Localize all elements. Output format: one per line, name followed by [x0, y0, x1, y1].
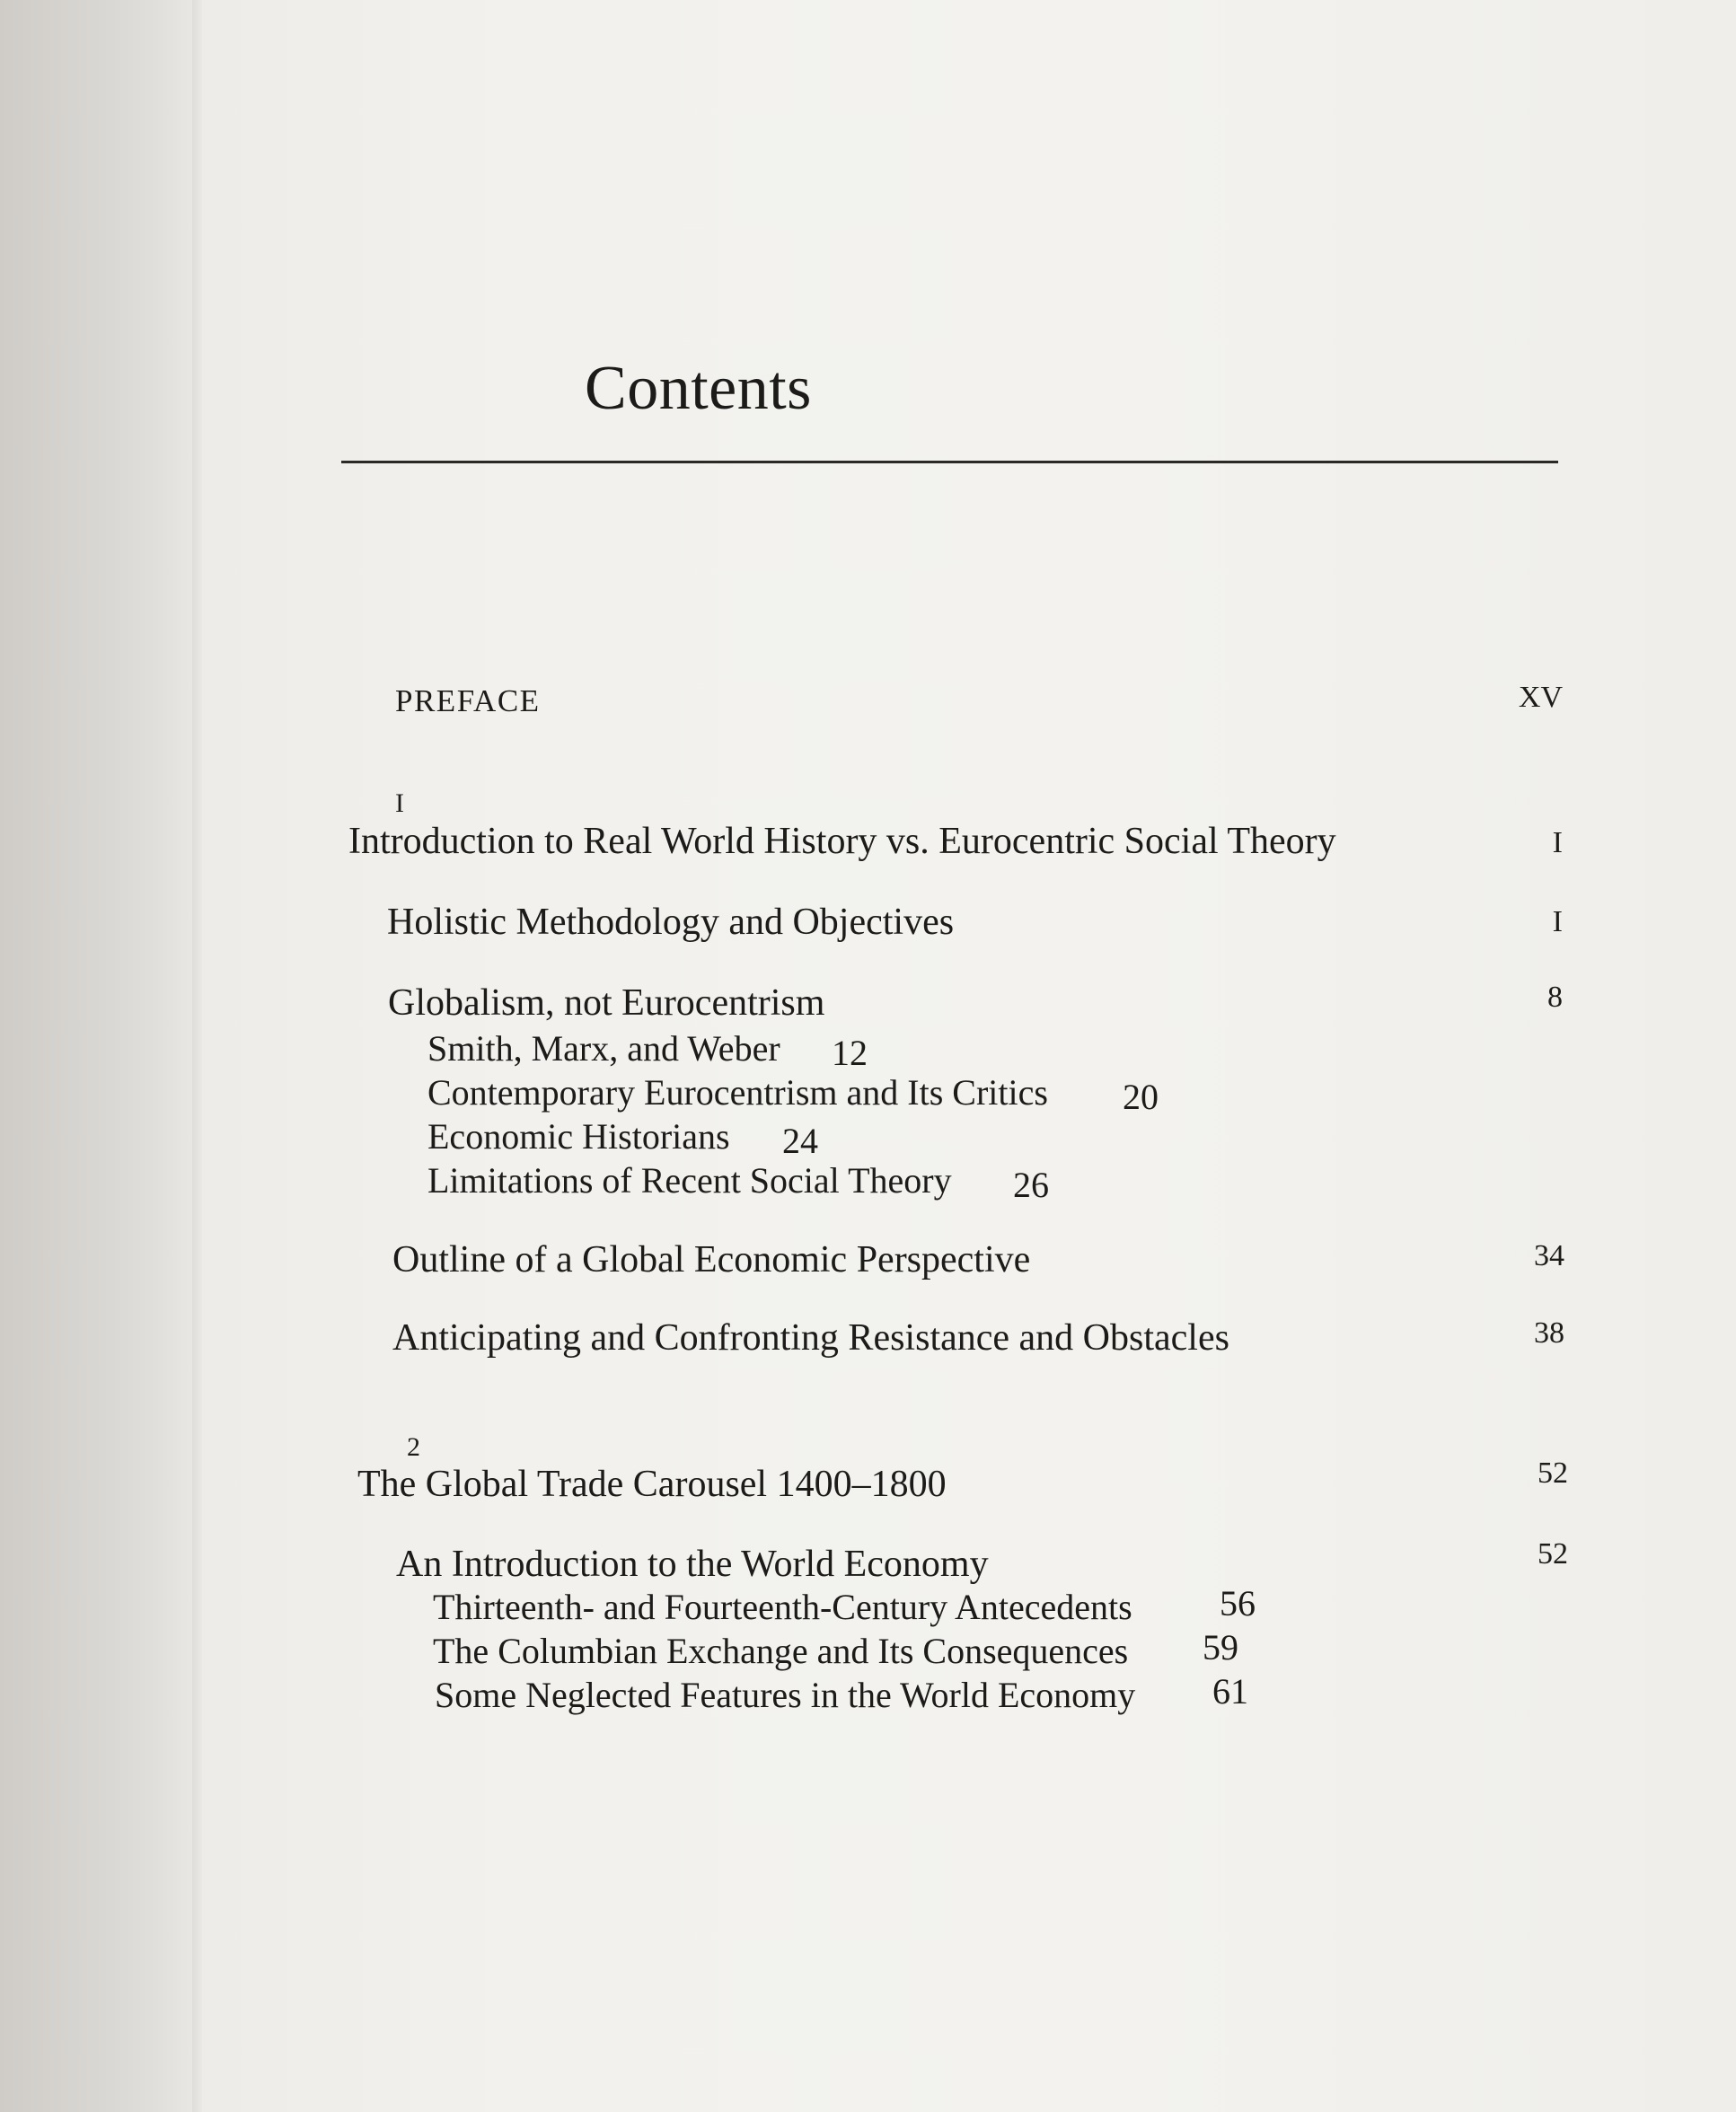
- section-title: Holistic Methodology and Objectives: [387, 902, 955, 943]
- section-page: 52: [1538, 1537, 1568, 1571]
- subsection-page: 12: [832, 1033, 868, 1073]
- chapter-title: Introduction to Real World History vs. Eurocentric Social Theory: [348, 821, 1336, 862]
- chapter-number: 2: [407, 1432, 420, 1462]
- subsection-page: 61: [1212, 1671, 1248, 1712]
- chapter-page: 52: [1538, 1456, 1568, 1490]
- chapter-page: I: [1552, 826, 1563, 859]
- subsection-page: 56: [1220, 1583, 1256, 1624]
- preface-page: XV: [1518, 681, 1563, 714]
- section-title: An Introduction to the World Economy: [396, 1544, 989, 1585]
- section-page: I: [1552, 905, 1563, 938]
- section-title: Anticipating and Confronting Resistance and Obstacles: [392, 1317, 1229, 1359]
- section-title: Outline of a Global Economic Perspective: [392, 1239, 1031, 1280]
- chapter-number: I: [395, 788, 404, 818]
- contents-heading: Contents: [585, 354, 812, 423]
- subsection-page: 59: [1203, 1627, 1238, 1668]
- subsection-title: Contemporary Eurocentrism and Its Critics: [427, 1072, 1048, 1113]
- subsection-page: 24: [782, 1121, 818, 1161]
- section-page: 34: [1534, 1239, 1564, 1272]
- section-title: Globalism, not Eurocentrism: [388, 982, 825, 1024]
- subsection-title: Smith, Marx, and Weber: [427, 1028, 780, 1069]
- subsection-page: 20: [1123, 1077, 1159, 1117]
- subsection-title: Thirteenth- and Fourteenth-Century Antecedents: [433, 1587, 1132, 1627]
- section-page: 8: [1547, 981, 1563, 1014]
- book-gutter: [0, 0, 202, 2112]
- subsection-title: Limitations of Recent Social Theory: [427, 1160, 952, 1201]
- chapter-title: The Global Trade Carousel 1400–1800: [357, 1464, 947, 1505]
- preface-label: PREFACE: [395, 683, 541, 718]
- subsection-title: Some Neglected Features in the World Economy: [435, 1675, 1136, 1715]
- subsection-page: 26: [1013, 1165, 1049, 1205]
- subsection-title: The Columbian Exchange and Its Consequences: [433, 1631, 1129, 1671]
- section-page: 38: [1534, 1316, 1564, 1350]
- subsection-title: Economic Historians: [427, 1116, 730, 1157]
- heading-rule: [341, 461, 1558, 463]
